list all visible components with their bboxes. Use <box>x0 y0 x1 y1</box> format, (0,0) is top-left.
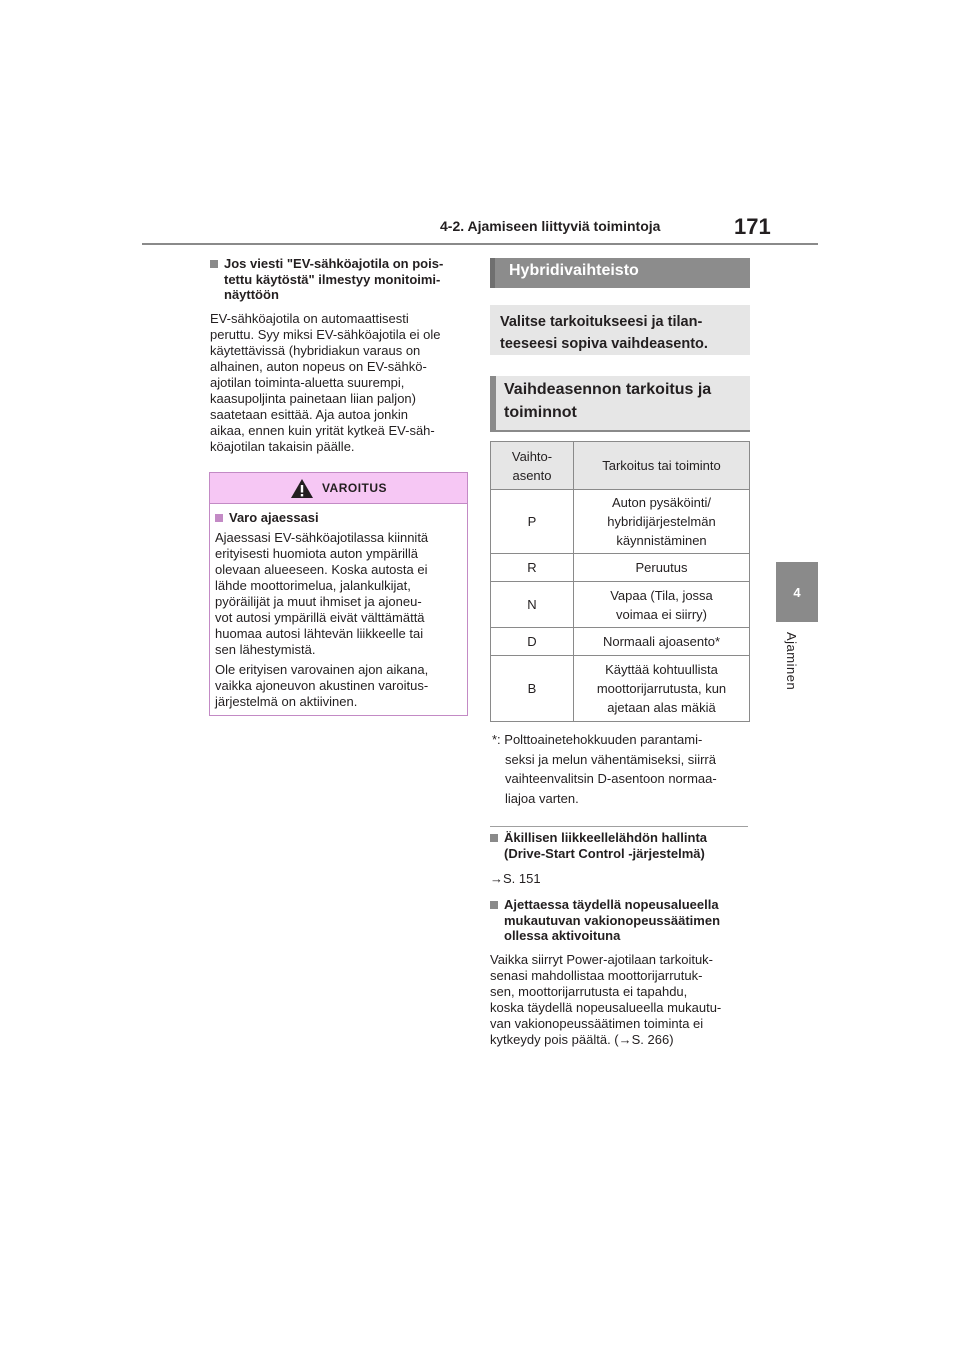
text-line: Käyttää kohtuullista <box>605 662 718 677</box>
text-line: käytettävissä (hybridiakun varaus on <box>210 342 421 358</box>
section-divider <box>490 826 748 827</box>
warning-heading <box>215 510 462 526</box>
paragraph <box>210 311 470 455</box>
text-line: vaikka ajoneuvon akustinen varoitus- <box>215 677 429 693</box>
text-line: liajoa varten. <box>505 790 579 806</box>
section-heading <box>210 256 470 303</box>
section-heading <box>490 830 750 861</box>
table-cell: B <box>491 656 574 722</box>
warning-body <box>210 504 467 710</box>
warning-header <box>210 473 467 504</box>
text-line: senasi mahdollistaa moottorijarrutuk- <box>490 967 703 983</box>
table-row <box>491 554 750 582</box>
text-line: alhainen, auton nopeus on EV-sähkö- <box>210 358 427 374</box>
text-line: toiminnot <box>504 404 577 421</box>
shift-position-table <box>490 441 750 722</box>
warning-box <box>209 472 468 716</box>
table-cell: Peruutus <box>574 554 750 582</box>
text-line: *: Polttoainetehokkuuden parantami- <box>492 732 703 747</box>
header-divider <box>142 243 818 245</box>
table-cell: D <box>491 628 574 656</box>
square-bullet-icon <box>210 260 218 268</box>
square-bullet-icon <box>490 834 498 842</box>
text-line: moottorijarrutusta, kun <box>596 681 727 696</box>
text-line: vaihteenvalitsin D-asentoon normaa- <box>505 771 717 786</box>
table-header-row <box>491 442 750 490</box>
text-line: saatetaan esittää. Aja autoa jonkin <box>210 406 409 422</box>
text-line: koska täydellä nopeusalueella mukautu- <box>490 999 722 1015</box>
text-line: sen, moottorijarrutusta ei tapahdu, <box>490 983 688 999</box>
square-bullet-icon <box>490 901 498 909</box>
table-cell: Normaali ajoasento* <box>574 628 750 656</box>
section-bar-title: Hybridivaihteisto <box>490 258 750 288</box>
text-line: Ajaessasi EV-sähköajotilassa kiinnitä <box>215 529 429 545</box>
warning-paragraph <box>215 530 462 658</box>
table-cell: P <box>491 490 574 554</box>
text-line: kaasupoljinta painetaan liian paljon) <box>210 390 416 406</box>
text-line: pyöräilijät ja muut ihmiset ja ajoneu- <box>215 593 422 609</box>
table-row <box>491 490 750 554</box>
table-cell <box>574 656 750 722</box>
table-row <box>491 628 750 656</box>
table-cell: N <box>491 582 574 628</box>
text-line: Ole erityisen varovainen ajon aikana, <box>215 661 429 677</box>
text-line: hybridijärjestelmän <box>607 514 716 529</box>
text-line: ajotilan toiminta-aluetta suurempi, <box>210 374 405 390</box>
table-cell <box>574 490 750 554</box>
text-line: käynnistäminen <box>616 533 707 548</box>
subsection-divider <box>490 430 750 432</box>
text-line: olevaan alueeseen. Koska autosta ei <box>215 561 428 577</box>
text-line: erityisesti huomiota auton ympärillä <box>215 545 419 561</box>
warning-title: VAROITUS <box>321 481 388 495</box>
text-line: Auton pysäköinti/ <box>611 495 711 510</box>
section-title: 4-2. Ajamiseen liittyviä toimintoja <box>440 218 661 234</box>
square-bullet-icon <box>215 514 223 522</box>
heading-text: Äkillisen liikkeellelähdön hallinta (Drive-Start Control -järjestelmä) <box>504 830 708 861</box>
text-line: järjestelmä on aktiivinen. <box>215 693 358 709</box>
warning-paragraph <box>215 662 462 710</box>
text-line: kytkeydy pois päältä. (→S. 266) <box>490 1031 674 1047</box>
text-line: seksi ja melun vähentämiseksi, siirrä <box>505 751 716 767</box>
text-line: van vakionopeussäätimen toiminta ei <box>490 1015 704 1031</box>
text-line: vot autosi ympärillä eivät välttämättä <box>215 609 425 625</box>
footnote <box>492 730 750 808</box>
subsection-title <box>490 376 750 430</box>
text-line: aikaa, ennen kuin yrität kytkeä EV-säh- <box>210 422 435 438</box>
heading-text: Varo ajaessasi <box>229 510 319 525</box>
text-line: peruttu. Syy miksi EV-sähköajotila ei ole <box>210 326 441 342</box>
right-lower-section <box>490 830 750 1048</box>
text-line: EV-sähköajotila on automaattisesti <box>210 310 409 326</box>
warning-triangle-icon <box>290 478 314 499</box>
table-cell: R <box>491 554 574 582</box>
text-line: teeseesi sopiva vaihdeasento. <box>500 336 708 352</box>
text-line: voimaa ei siirry) <box>615 606 707 622</box>
text-line: Valitse tarkoitukseesi ja tilan- <box>500 314 703 330</box>
chapter-tab[interactable]: 4 <box>776 562 818 622</box>
heading-text: Jos viesti "EV-sähköajotila on pois-tettu käytöstä" ilmestyy monitoimi-näyttöön <box>224 256 444 302</box>
table-row <box>491 582 750 628</box>
table-header-cell: Tarkoitus tai toiminto <box>574 442 750 490</box>
text-line: asento <box>512 467 552 483</box>
section-heading <box>490 897 750 944</box>
text-line: Vaihdeasennon tarkoitus ja <box>504 381 712 398</box>
left-column <box>210 256 470 455</box>
table-row <box>491 656 750 722</box>
heading-text: Ajettaessa täydellä nopeusalueella mukautuvan vakionopeussäätimen ollessa aktivoituna <box>504 897 721 943</box>
text-line: Vapaa (Tila, jossa <box>610 587 713 603</box>
text-line: Vaikka siirryt Power-ajotilaan tarkoituk- <box>490 951 713 967</box>
text-line: lähde moottorimelua, jalankulkijat, <box>215 577 411 593</box>
text-line: huomaa autosi lähtevän liikkeelle tai <box>215 625 424 641</box>
lead-box <box>490 305 750 355</box>
table-header-cell <box>491 442 574 490</box>
text-line: köajotilan takaisin päälle. <box>210 438 355 454</box>
table-cell <box>574 582 750 628</box>
chapter-tab-label: Ajaminen <box>784 632 799 691</box>
paragraph <box>490 952 750 1048</box>
text-line: Vaihto- <box>511 448 553 464</box>
page-number: 171 <box>734 214 771 239</box>
page-reference-link[interactable]: →S. 151 <box>490 871 541 886</box>
text-line: ajetaan alas mäkiä <box>607 700 716 715</box>
text-line: sen lähestymistä. <box>215 641 316 657</box>
